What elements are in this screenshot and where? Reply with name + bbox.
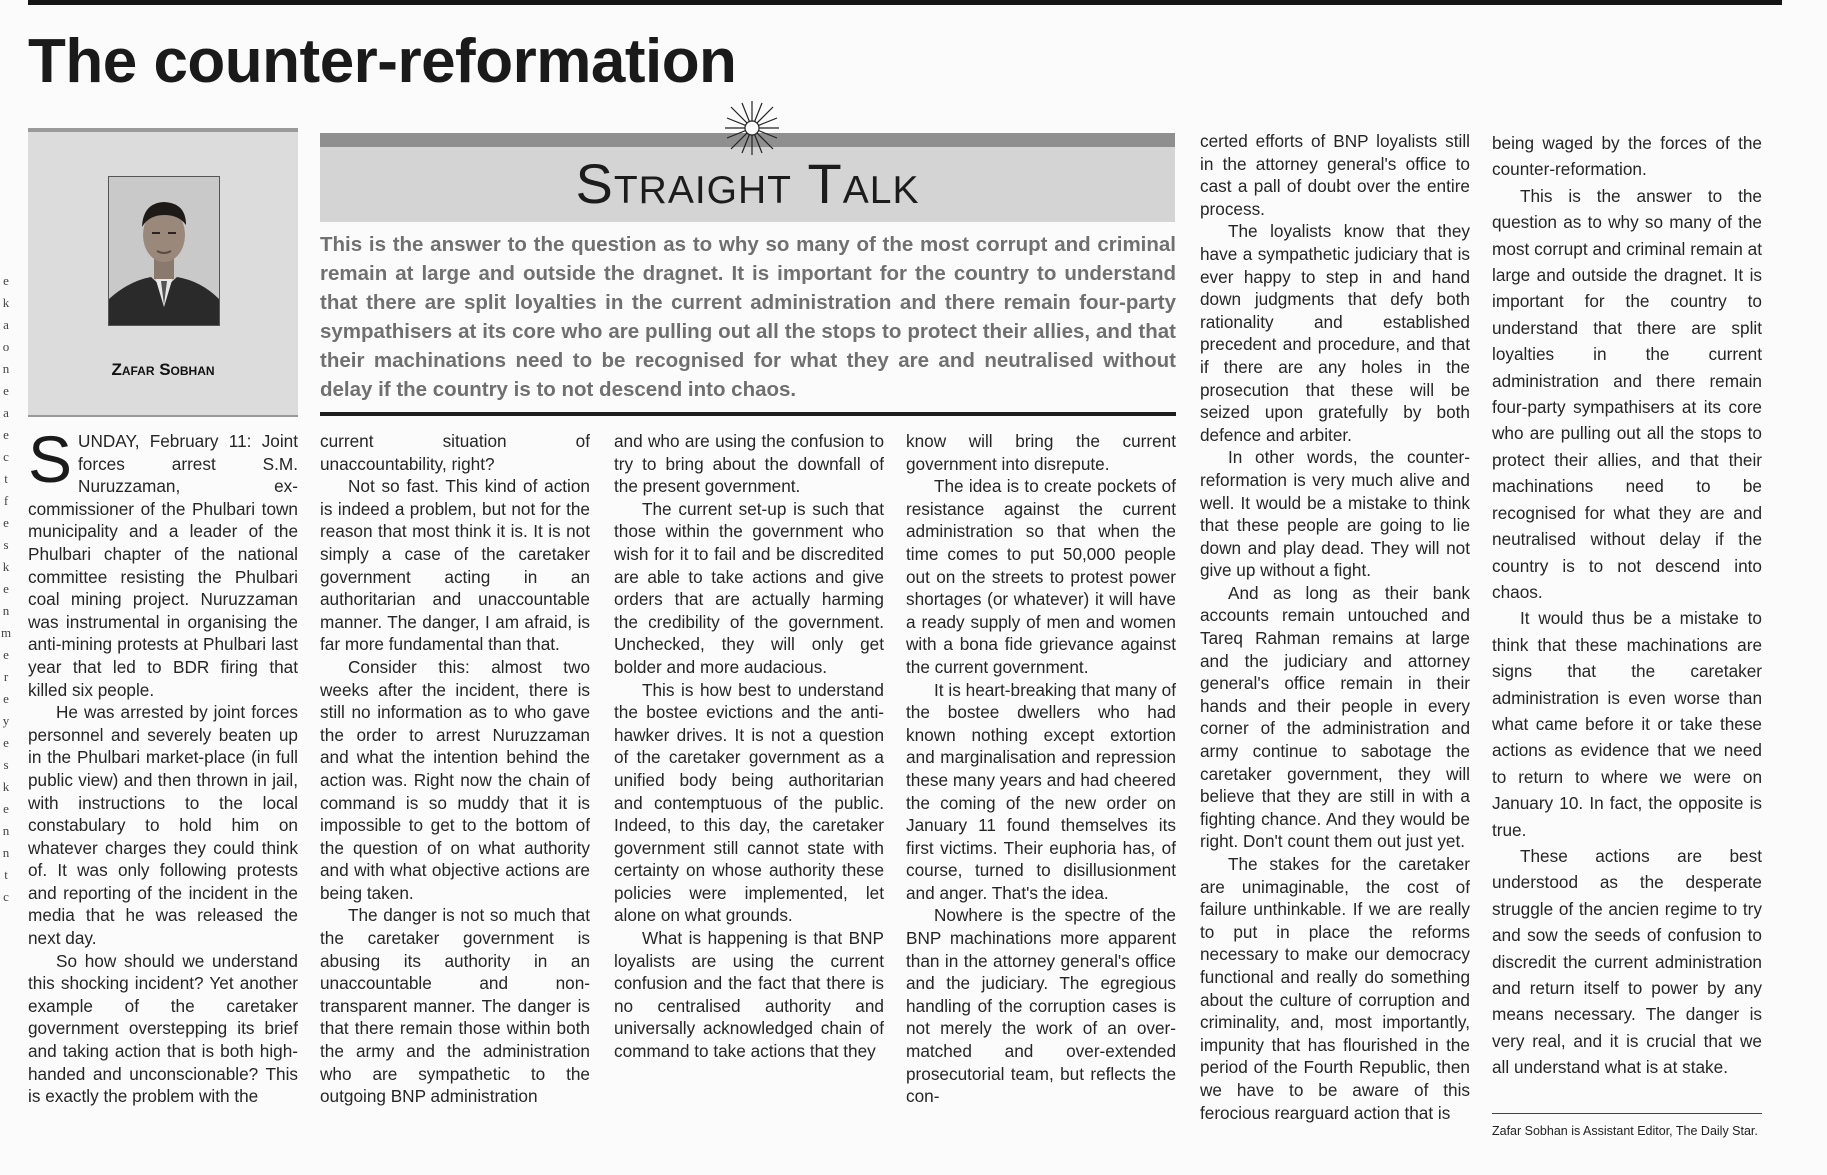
body-column-4	[906, 430, 1176, 1175]
paragraph: And as long as their bank accounts remain untouched and Tareq Rahman remains at large and the judiciary and attorney general's office remain in their hands and their people in every corner of the administration and army continue to sabotage the caretaker government, they will believe that they are still in with a fighting chance. And they would be right. Don't count them out just yet.	[1200, 582, 1470, 852]
author-portrait-image	[109, 177, 219, 325]
body-column-2	[320, 430, 590, 1175]
paragraph: current situation of unaccountability, right?	[320, 431, 590, 474]
adjacent-column-fragment: e k a o n e a e c t f e s k e n m e r e y e s k e n n t c	[0, 273, 12, 904]
paragraph: What is happening is that BNP loyalists are using the current confusion and the fact that there is no centralised authority and universally acknowledged chain of command to take actions that they	[614, 928, 884, 1062]
paragraph: So how should we understand this shocking incident? Yet another example of the caretaker government overstepping its brief and taking action that is both high-handed and unconscionable? This is exactly the problem with the	[28, 950, 298, 1107]
paragraph: The danger is not so much that the caretaker government is abusing its authority in an unaccountable and non-transparent manner. The danger is that there remain those within both the army and the administration who are sympathetic to the outgoing BNP administration	[320, 905, 590, 1107]
paragraph: He was arrested by joint forces personnel and severely beaten up in the Phulbari market-place (in full public view) and then thrown in jail, with instructions to the local constabulary to hold him on whatever charges they could think of. It was only following protests and reporting of the incident in the media that he was released the next day.	[28, 702, 298, 949]
paragraph: This is how best to understand the bostee evictions and the anti-hawker drives. It is not a question of the caretaker government as a unified body being authoritarian and contemptuous of the public. Indeed, to this day, the caretaker government still cannot state with certainty on whose authority these policies were implemented, let alone on what grounds.	[614, 679, 884, 926]
column-banner-title: Straight Talk	[575, 152, 920, 215]
drop-cap: S	[28, 430, 73, 496]
paragraph: certed efforts of BNP loyalists still in the attorney general's office to cast a pall of doubt over the entire process.	[1200, 131, 1470, 219]
star-burst-icon	[725, 101, 779, 155]
paragraph: and who are using the confusion to try to bring about the downfall of the present government.	[614, 431, 884, 497]
paragraph: The current set-up is such that those within the government who wish for it to fail and be discredited are able to take actions and give orders that are actually harming the credibility of the government. Unchecked, they will only get bolder and more audacious.	[614, 498, 884, 677]
paragraph: In other words, the counter-reformation is very much alive and well. It would be a mistake to think that these people are going to lie down and play dead. They will not give up without a fight.	[1200, 447, 1470, 581]
author-name: Zafar Sobhan	[111, 360, 215, 379]
paragraph: It would thus be a mistake to think that these machinations are signs that the caretaker administration is even worse than what came before it or take these actions as evidence that we need to return to where we were on January 10. In fact, the opposite is true.	[1492, 608, 1762, 840]
author-bio: Zafar Sobhan is Assistant Editor, The Daily Star.	[1492, 1124, 1758, 1138]
bio-rule	[1492, 1113, 1762, 1114]
deck-summary: This is the answer to the question as to why so many of the most corrupt and criminal remain at large and outside the dragnet. It is important for the country to understand that there are split loyalties in the current administration and there remain four-party sympathisers at its core who are pulling out all the stops to protect their allies, and that their machinations need to be recognised for what they are and neutralised without delay if the country is to not descend into chaos.	[320, 233, 1176, 401]
body-column-3	[614, 430, 884, 1175]
paragraph: Consider this: almost two weeks after the incident, there is still no information as to who gave the order to arrest Nuruzzaman and what the intention behind the action was. Right now the chain of command is so muddy that it is impossible to get to the bottom of the question of on what authority and with what objective actions are being taken.	[320, 656, 590, 903]
top-rule	[28, 0, 1782, 5]
body-column-5	[1200, 130, 1470, 1175]
paragraph: These actions are best understood as the desperate struggle of the ancien regime to try and sow the seeds of confusion to discredit the current administration and return itself to power by any means necessary. The danger is very real, and it is crucial that we all understand what is at stake.	[1492, 845, 1762, 1078]
paragraph: know will bring the current government into disrepute.	[906, 431, 1176, 474]
paragraph: being waged by the forces of the counter-reformation.	[1492, 133, 1762, 180]
paragraph: The idea is to create pockets of resistance against the current administration so that when the time comes to put 50,000 people out on the streets to protest power shortages (or whatever) it will have a ready supply of men and women with a bona fide grievance against the current government.	[906, 476, 1176, 677]
paragraph: This is the answer to the question as to why so many of the most corrupt and criminal remain at large and outside the dragnet. It is important for the country to understand that there are split loyalties in the current administration and there remain four-party sympathisers at its core who are pulling out all the stops to protect their allies, and that their machinations need to be recognised for what they are and neutralised without delay if the country is to not descend into chaos.	[1492, 185, 1762, 602]
paragraph: The loyalists know that they have a sympathetic judiciary that is ever happy to step in and hand down judgments that defy both rationality and established precedent and procedure, and that if there are any holes in the prosecution that these will be seized upon gratefully by both defence and arbiter.	[1200, 221, 1470, 445]
paragraph: UNDAY, February 11: Joint forces arrest S.M. Nuruzzaman, ex-commissioner of the Phulbari town municipality and a leader of the Phulbari chapter of the national committee resisting the Phulbari coal mining project. Nuruzzaman was instrumental in organising the anti-mining protests at Phulbari last year that led to BDR firing that killed six people.	[28, 431, 298, 700]
headline: The counter-reformation	[28, 27, 737, 96]
deck-rule	[320, 412, 1176, 416]
body-column-1	[28, 430, 298, 1175]
column-banner	[320, 147, 1175, 222]
body-column-6	[1492, 130, 1762, 1110]
author-box	[28, 128, 298, 417]
paragraph: Nowhere is the spectre of the BNP machinations more apparent than in the attorney general's office and the judiciary. The egregious handling of the corruption cases is not merely the work of an over-matched and over-extended prosecutorial team, but reflects the con-	[906, 905, 1176, 1107]
paragraph: It is heart-breaking that many of the bostee dwellers who had known nothing except extortion and marginalisation and repression these many years and had cheered the coming of the new order on January 11 found themselves its first victims. Their euphoria has, of course, turned to disillusionment and anger. That's the idea.	[906, 679, 1176, 903]
paragraph: The stakes for the caretaker are unimaginable, the cost of failure unthinkable. If we are really to put in place the reforms necessary to make our democracy functional and really do something about the culture of corruption and criminality, and, most importantly, impunity that has flourished in the period of the Fourth Republic, then we have to be aware of this ferocious rearguard action that is	[1200, 854, 1470, 1123]
author-photo	[108, 176, 220, 326]
paragraph: Not so fast. This kind of action is indeed a problem, but not for the reason that most think it is. It is not simply a case of the caretaker government acting in an authoritarian and unaccountable manner. The danger, I am afraid, is far more fundamental than that.	[320, 476, 590, 655]
